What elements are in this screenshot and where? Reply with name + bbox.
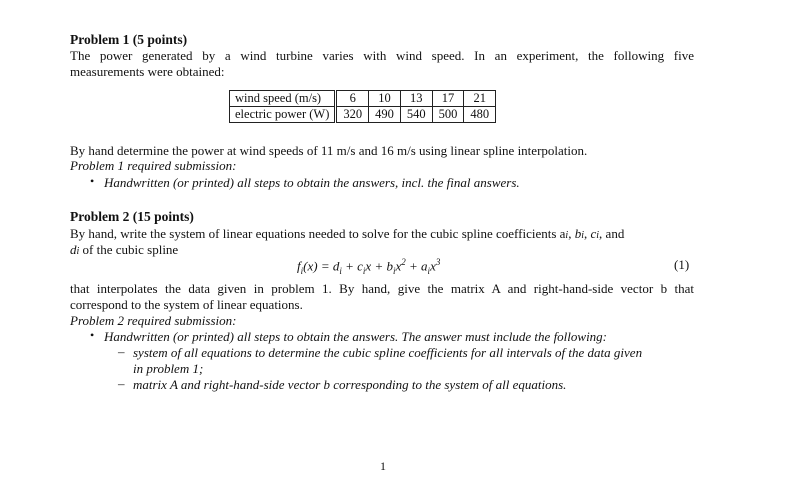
problem2-after-eq-line2: correspond to the system of linear equations.: [70, 297, 303, 312]
electric-power-value: 480: [464, 107, 496, 123]
wind-speed-value: 17: [432, 91, 464, 107]
problem2-line1: By hand, write the system of linear equations needed to solve for the cubic spline coefficients ai, bi, ci, and: [70, 226, 625, 241]
problem1-heading: Problem 1 (5 points): [70, 32, 188, 47]
problem2-sub1-line2: in problem 1;: [133, 361, 204, 376]
cubic-spline-equation: $f_i(x) = d_i + c_ix + b_ix^2 + a_ix^3$: [297, 257, 441, 276]
wind-speed-value: 21: [464, 91, 496, 107]
bullet-icon: •: [90, 174, 95, 188]
problem1-task: By hand determine the power at wind speeds of 11 m/s and 16 m/s using linear spline interpolation.: [70, 143, 588, 158]
table-row-electric-power: [230, 107, 496, 123]
bullet-icon: •: [90, 328, 95, 342]
equation-number: (1): [674, 257, 690, 272]
electric-power-value: 540: [400, 107, 432, 123]
dash-icon: –: [118, 376, 125, 391]
wind-speed-label: wind speed (m/s): [230, 91, 336, 107]
problem2-sub1-line1: system of all equations to determine the cubic spline coefficients for all intervals of the data given: [133, 345, 643, 360]
problem1-intro-line2: measurements were obtained:: [70, 64, 225, 79]
problem2-after-eq-line1: that interpolates the data given in problem 1. By hand, give the matrix A and right-hand-side vector b that: [70, 281, 694, 296]
electric-power-value: 490: [369, 107, 401, 123]
problem2-line2: di of the cubic spline: [70, 242, 179, 257]
problem1-bullet: Handwritten (or printed) all steps to obtain the answers, incl. the final answers.: [104, 175, 520, 190]
table-row-wind-speed: [230, 91, 496, 107]
wind-speed-value: 10: [369, 91, 401, 107]
wind-speed-value: 13: [400, 91, 432, 107]
problem1-submission-label: Problem 1 required submission:: [70, 158, 237, 173]
electric-power-value: 320: [336, 107, 369, 123]
electric-power-label: electric power (W): [230, 107, 336, 123]
dash-icon: –: [118, 344, 125, 359]
problem2-bullet: Handwritten (or printed) all steps to obtain the answers. The answer must include the following:: [104, 329, 608, 344]
problem2-sub2: matrix A and right-hand-side vector b corresponding to the system of all equations.: [133, 377, 567, 392]
problem2-submission-label: Problem 2 required submission:: [70, 313, 237, 328]
page-number: 1: [380, 459, 386, 473]
measurements-table: [229, 90, 496, 123]
electric-power-value: 500: [432, 107, 464, 123]
problem2-heading: Problem 2 (15 points): [70, 209, 194, 224]
wind-speed-value: 6: [336, 91, 369, 107]
problem1-intro-line1: The power generated by a wind turbine varies with wind speed. In an experiment, the following five: [70, 48, 694, 63]
